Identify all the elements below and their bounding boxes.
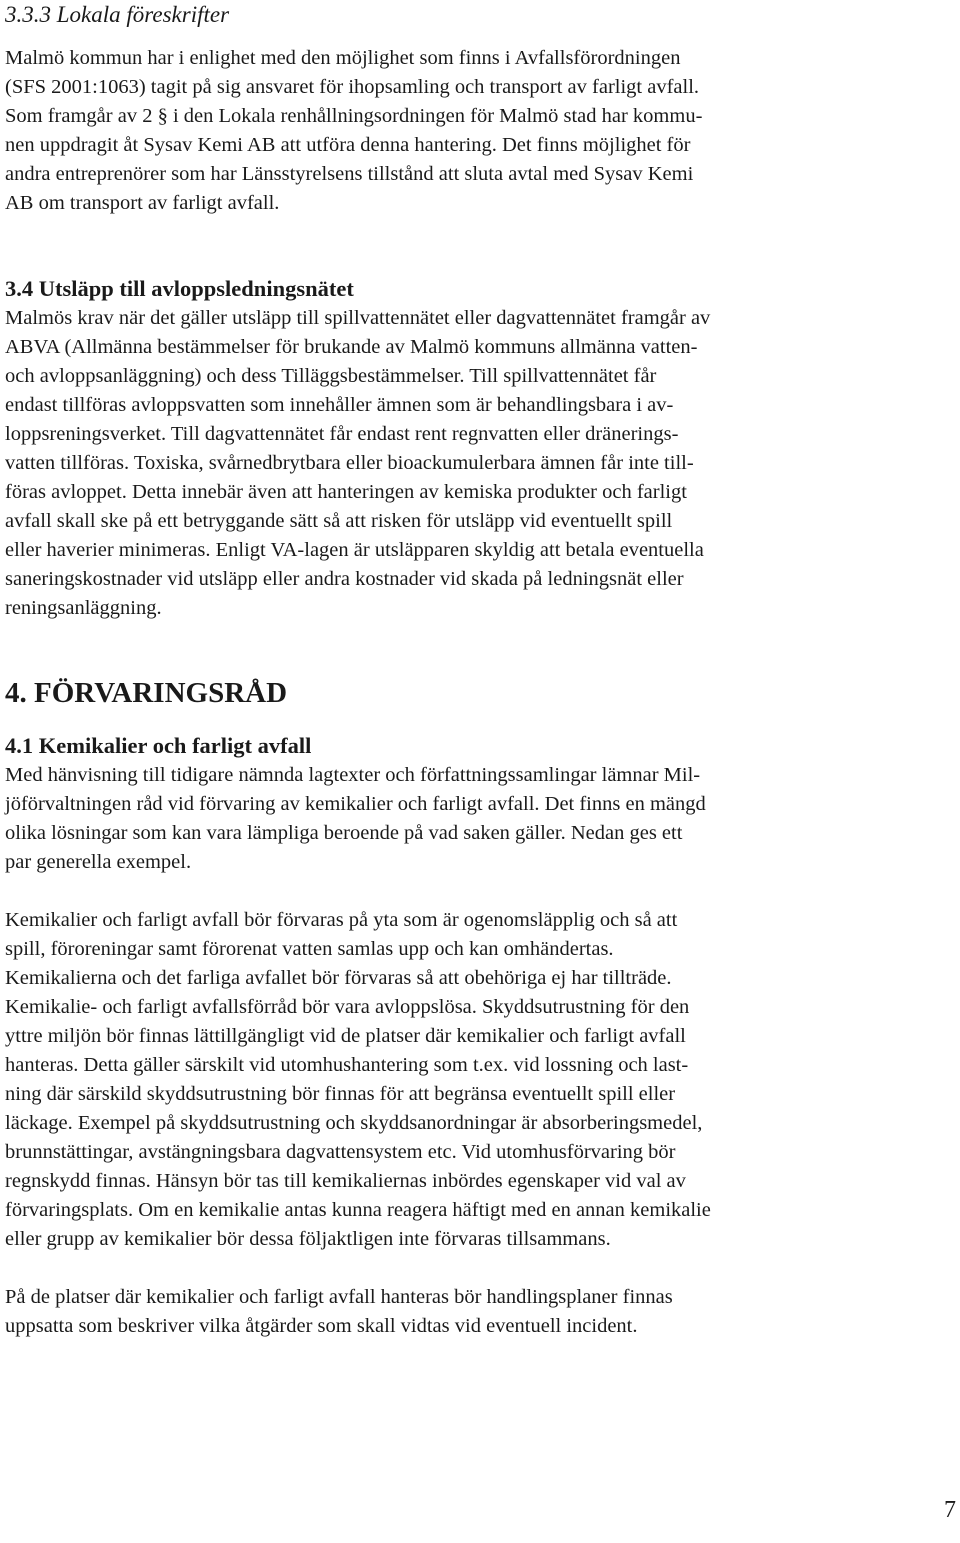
- text-line: och avloppsanläggning) och dess Tilläggsbestämmelser. Till spillvattennätet får: [5, 365, 657, 387]
- text-line: förvaringsplats. Om en kemikalie antas kunna reagera häftigt med en annan kemikalie: [5, 1199, 711, 1221]
- text-line: andra entreprenörer som har Länsstyrelsens tillstånd att sluta avtal med Sysav Kemi: [5, 163, 694, 185]
- text-line: Kemikalierna och det farliga avfallet bör förvaras så att obehöriga ej har tillträde.: [5, 967, 672, 989]
- text-line: avfall skall ske på ett betryggande sätt så att risken för utsläpp vid eventuellt spill: [5, 510, 673, 532]
- text-line: reningsanläggning.: [5, 597, 162, 619]
- text-line: regnskydd finnas. Hänsyn bör tas till kemikaliernas inbördes egenskaper vid val av: [5, 1170, 686, 1192]
- text-line: yttre miljön bör finnas lättillgängligt vid de platser där kemikalier och farligt avfall: [5, 1025, 686, 1047]
- text-line: Kemikalier och farligt avfall bör förvaras på yta som är ogenomsläpplig och så att: [5, 909, 678, 931]
- text-line: brunnstättingar, avstängningsbara dagvattensystem etc. Vid utomhusförvaring bör: [5, 1141, 676, 1163]
- paragraph-hanvisning: [5, 761, 953, 877]
- text-line: läckage. Exempel på skyddsutrustning och skyddsanordningar är absorberingsmedel,: [5, 1112, 703, 1134]
- text-line: olika lösningar som kan vara lämpliga beroende på vad saken gäller. Nedan ges ett: [5, 822, 683, 844]
- text-line: loppsreningsverket. Till dagvattennätet får endast rent regnvatten eller dränerings-: [5, 423, 679, 445]
- chapter-heading-4: 4. FÖRVARINGSRÅD: [5, 677, 288, 709]
- text-line: AB om transport av farligt avfall.: [5, 192, 280, 214]
- text-line: vatten tillföras. Toxiska, svårnedbrytbara eller bioackumulerbara ämnen får inte till-: [5, 452, 694, 474]
- text-line: saneringskostnader vid utsläpp eller andra kostnader vid skada på ledningsnät eller: [5, 568, 684, 590]
- text-line: föras avloppet. Detta innebär även att hanteringen av kemiska produkter och farligt: [5, 481, 687, 503]
- text-line: par generella exempel.: [5, 851, 192, 873]
- text-line: Kemikalie- och farligt avfallsförråd bör vara avloppslösa. Skyddsutrustning för den: [5, 996, 690, 1018]
- section-heading-3-4: 3.4 Utsläpp till avloppsledningsnätet: [5, 276, 354, 301]
- paragraph-lokala-foreskrifter: [5, 44, 953, 218]
- text-line: På de platser där kemikalier och farligt avfall hanteras bör handlingsplaner finnas: [5, 1286, 673, 1308]
- section-heading-3-3-3: 3.3.3 Lokala föreskrifter: [5, 2, 230, 27]
- text-line: endast tillföras avloppsvatten som innehåller ämnen som är behandlingsbara i av-: [5, 394, 674, 416]
- text-line: (SFS 2001:1063) tagit på sig ansvaret för ihopsamling och transport av farligt avfall.: [5, 76, 700, 98]
- paragraph-utslapp: [5, 304, 953, 623]
- paragraph-handlingsplaner: [5, 1283, 953, 1341]
- text-line: eller grupp av kemikalier bör dessa följaktligen inte förvaras tillsammans.: [5, 1228, 611, 1250]
- text-line: ABVA (Allmänna bestämmelser för brukande av Malmö kommuns allmänna vatten-: [5, 336, 698, 358]
- text-line: spill, föroreningar samt förorenat vatten samlas upp och kan omhändertas.: [5, 938, 614, 960]
- text-line: ning där särskild skyddsutrustning bör finnas för att begränsa eventuellt spill eller: [5, 1083, 676, 1105]
- text-line: Malmö kommun har i enlighet med den möjlighet som finns i Avfallsförordningen: [5, 47, 681, 69]
- paragraph-forvaring: [5, 906, 953, 1254]
- text-line: uppsatta som beskriver vilka åtgärder som skall vidtas vid eventuell incident.: [5, 1315, 638, 1337]
- text-line: Som framgår av 2 § i den Lokala renhållningsordningen för Malmö stad har kommu-: [5, 105, 703, 127]
- text-line: Malmös krav när det gäller utsläpp till spillvattennätet eller dagvattennätet framgår av: [5, 307, 711, 329]
- document-page: [5, 0, 953, 1341]
- page-number: 7: [944, 1497, 956, 1523]
- text-line: eller haverier minimeras. Enligt VA-lagen är utsläpparen skyldig att betala eventuella: [5, 539, 704, 561]
- text-line: Med hänvisning till tidigare nämnda lagtexter och författningssamlingar lämnar Mil-: [5, 764, 701, 786]
- text-line: jöförvaltningen råd vid förvaring av kemikalier och farligt avfall. Det finns en mängd: [5, 793, 706, 815]
- text-line: nen uppdragit åt Sysav Kemi AB att utföra denna hantering. Det finns möjlighet för: [5, 134, 691, 156]
- text-line: hanteras. Detta gäller särskilt vid utomhushantering som t.ex. vid lossning och last-: [5, 1054, 689, 1076]
- section-heading-4-1: 4.1 Kemikalier och farligt avfall: [5, 733, 312, 758]
